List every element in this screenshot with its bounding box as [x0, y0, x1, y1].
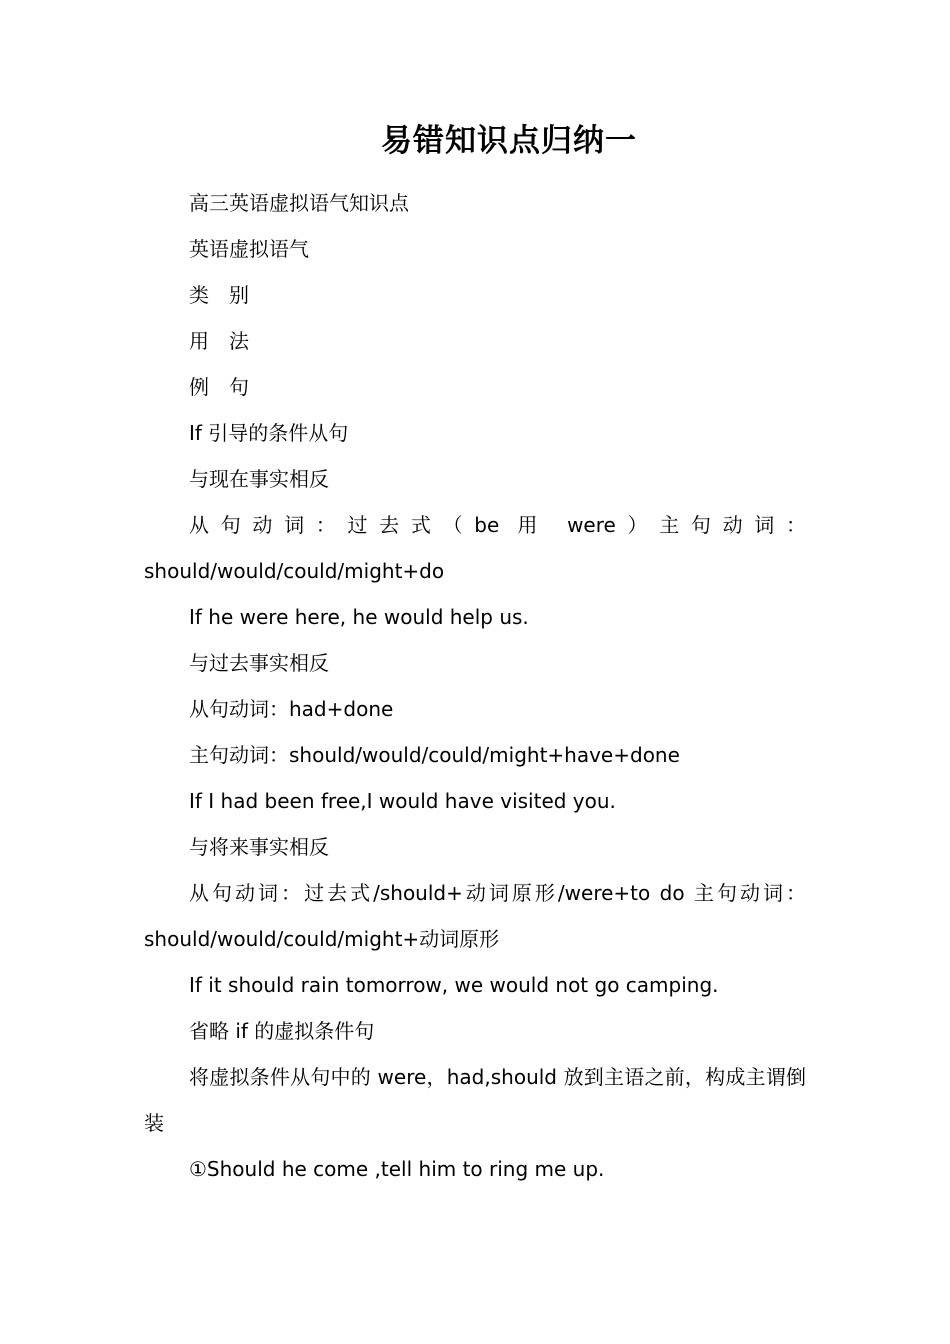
- paragraph-present-contrary: 与现在事实相反: [189, 467, 329, 491]
- paragraph-past-rule-clause: 从句动词：had+done: [189, 697, 394, 721]
- document-title: 易错知识点归纳一: [381, 123, 637, 159]
- document-body: [144, 180, 806, 1192]
- paragraph-past-example: If I had been free,I would have visited you.: [189, 789, 616, 813]
- paragraph-example-label: 例 句: [189, 375, 249, 399]
- paragraph-present-example: If he were here, he would help us.: [189, 605, 529, 629]
- paragraph-heading: 高三英语虚拟语气知识点: [189, 191, 409, 215]
- paragraph-if-clause: If 引导的条件从句: [189, 421, 349, 445]
- paragraph-omit-if: 省略 if 的虚拟条件句: [189, 1019, 375, 1043]
- paragraph-present-rule: 从句动词：过去式（be 用 were）主句动词：should/would/could/might+do: [144, 513, 806, 583]
- paragraph-future-contrary: 与将来事实相反: [189, 835, 329, 859]
- paragraph-future-example: If it should rain tomorrow, we would not go camping.: [189, 973, 719, 997]
- paragraph-subheading: 英语虚拟语气: [189, 237, 309, 261]
- paragraph-past-rule-main: 主句动词：should/would/could/might+have+done: [189, 743, 680, 767]
- paragraph-future-rule: 从句动词：过去式/should+动词原形/were+to do 主句动词：should/would/could/might+动词原形: [144, 881, 806, 951]
- paragraph-inversion-example: ①Should he come ,tell him to ring me up.: [189, 1157, 605, 1181]
- paragraph-inversion-rule: 将虚拟条件从句中的 were，had,should 放到主语之前，构成主谓倒装: [144, 1065, 806, 1135]
- paragraph-category-label: 类 别: [189, 283, 249, 307]
- paragraph-usage-label: 用 法: [189, 329, 249, 353]
- paragraph-past-contrary: 与过去事实相反: [189, 651, 329, 675]
